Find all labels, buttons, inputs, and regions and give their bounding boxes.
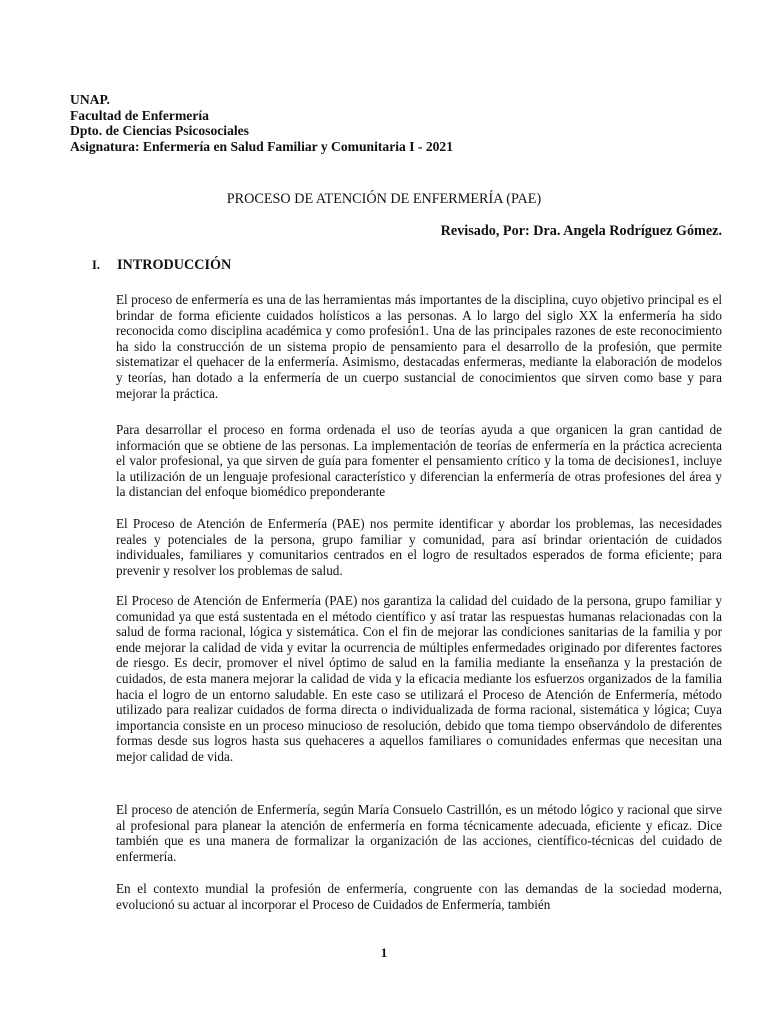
- course-name: Asignatura: Enfermería en Salud Familiar y Comunitaria I - 2021: [70, 138, 454, 154]
- page-number: 1: [380, 945, 388, 960]
- document-title: PROCESO DE ATENCIÓN DE ENFERMERÍA (PAE): [226, 191, 542, 207]
- section-title: INTRODUCCIÓN: [117, 257, 232, 273]
- paragraph: El proceso de enfermería es una de las herramientas más importantes de la disciplina, cuyo objetivo principal es el brindar de forma eficiente cuidados holísticos a las personas. A lo largo del siglo XX la enfermería ha sido reconocida como disciplina académica y como profesión1. Una de las principales razones de este reconocimiento ha sido la construcción de un sistema propio de pensamiento para el desarrollo de la profesión, que permite sistematizar el quehacer de la enfermería. Asimismo, destacadas enfermeras, mediante la elaboración de modelos y teorías, han dotado a la enfermería de un cuerpo sustancial de conocimientos que sirven como base y para mejorar la práctica.: [116, 292, 722, 401]
- paragraph: El Proceso de Atención de Enfermería (PAE) nos permite identificar y abordar los problemas, las necesidades reales y potenciales de la persona, grupo familiar y comunidad, para así brindar orientación de cuidados individuales, familiares y comunitarios centrados en el logro de resultados esperados de forma eficiente; para prevenir y resolver los problemas de salud.: [116, 516, 722, 578]
- reviewer-line: Revisado, Por: Dra. Angela Rodríguez Gómez.: [440, 223, 722, 239]
- document-header: [70, 92, 453, 154]
- university-name: UNAP.: [70, 92, 110, 107]
- department-name: Dpto. de Ciencias Psicosociales: [70, 123, 249, 138]
- paragraph: El proceso de atención de Enfermería, según María Consuelo Castrillón, es un método lógico y racional que sirve al profesional para planear la atención de enfermería en forma técnicamente adecuada, eficiente y eficaz. Dice también que es una manera de formalizar la organización de las acciones, científico-técnicas del cuidado de enfermería.: [116, 802, 722, 864]
- paragraph: En el contexto mundial la profesión de enfermería, congruente con las demandas de la sociedad moderna, evolucionó su actuar al incorporar el Proceso de Cuidados de Enfermería, también: [116, 881, 722, 912]
- faculty-name: Facultad de Enfermería: [70, 107, 209, 123]
- paragraph: Para desarrollar el proceso en forma ordenada el uso de teorías ayuda a que organicen la gran cantidad de información que se obtiene de las personas. La implementación de teorías de enfermería en la práctica acrecienta el valor profesional, ya que sirven de guía para fomenter el pensamiento crítico y la toma de decisiones1, incluye la utilización de un lenguaje profesional característico y diferencian la enfermería de otras profesiones del área y la distancian del enfoque biomédico preponderante: [116, 422, 722, 500]
- section-number: I.: [92, 258, 100, 272]
- section-heading: [92, 257, 231, 273]
- paragraph: El Proceso de Atención de Enfermería (PAE) nos garantiza la calidad del cuidado de la persona, grupo familiar y comunidad ya que está sustentada en el método científico y así tratar las respuestas humanas relacionadas con la salud de forma racional, lógica y sistemática. Con el fin de mejorar las condiciones sanitarias de la familia y por ende mejorar la calidad de vida y evitar la ocurrencia de múltiples enfermedades originado por diferentes factores de riesgo. Es decir, promover el nivel óptimo de salud en la familia mediante la enseñanza y la prestación de cuidados, de esta manera mejorar la calidad de vida y la eficacia mediante los esfuerzos organizados de la familia hacia el logro de un entorno saludable. En este caso se utilizará el Proceso de Atención de Enfermería, método utilizado para realizar cuidados de forma directa o individualizada de forma racional, sistemática y lógica; Cuya importancia consiste en un proceso minucioso de resolución, debido que toma tiempo observándolo de diferentes formas desde sus logros hasta sus quehaceres a aquellos familiares o comunidades enfermas que necesitan una mejor calidad de vida.: [116, 593, 722, 764]
